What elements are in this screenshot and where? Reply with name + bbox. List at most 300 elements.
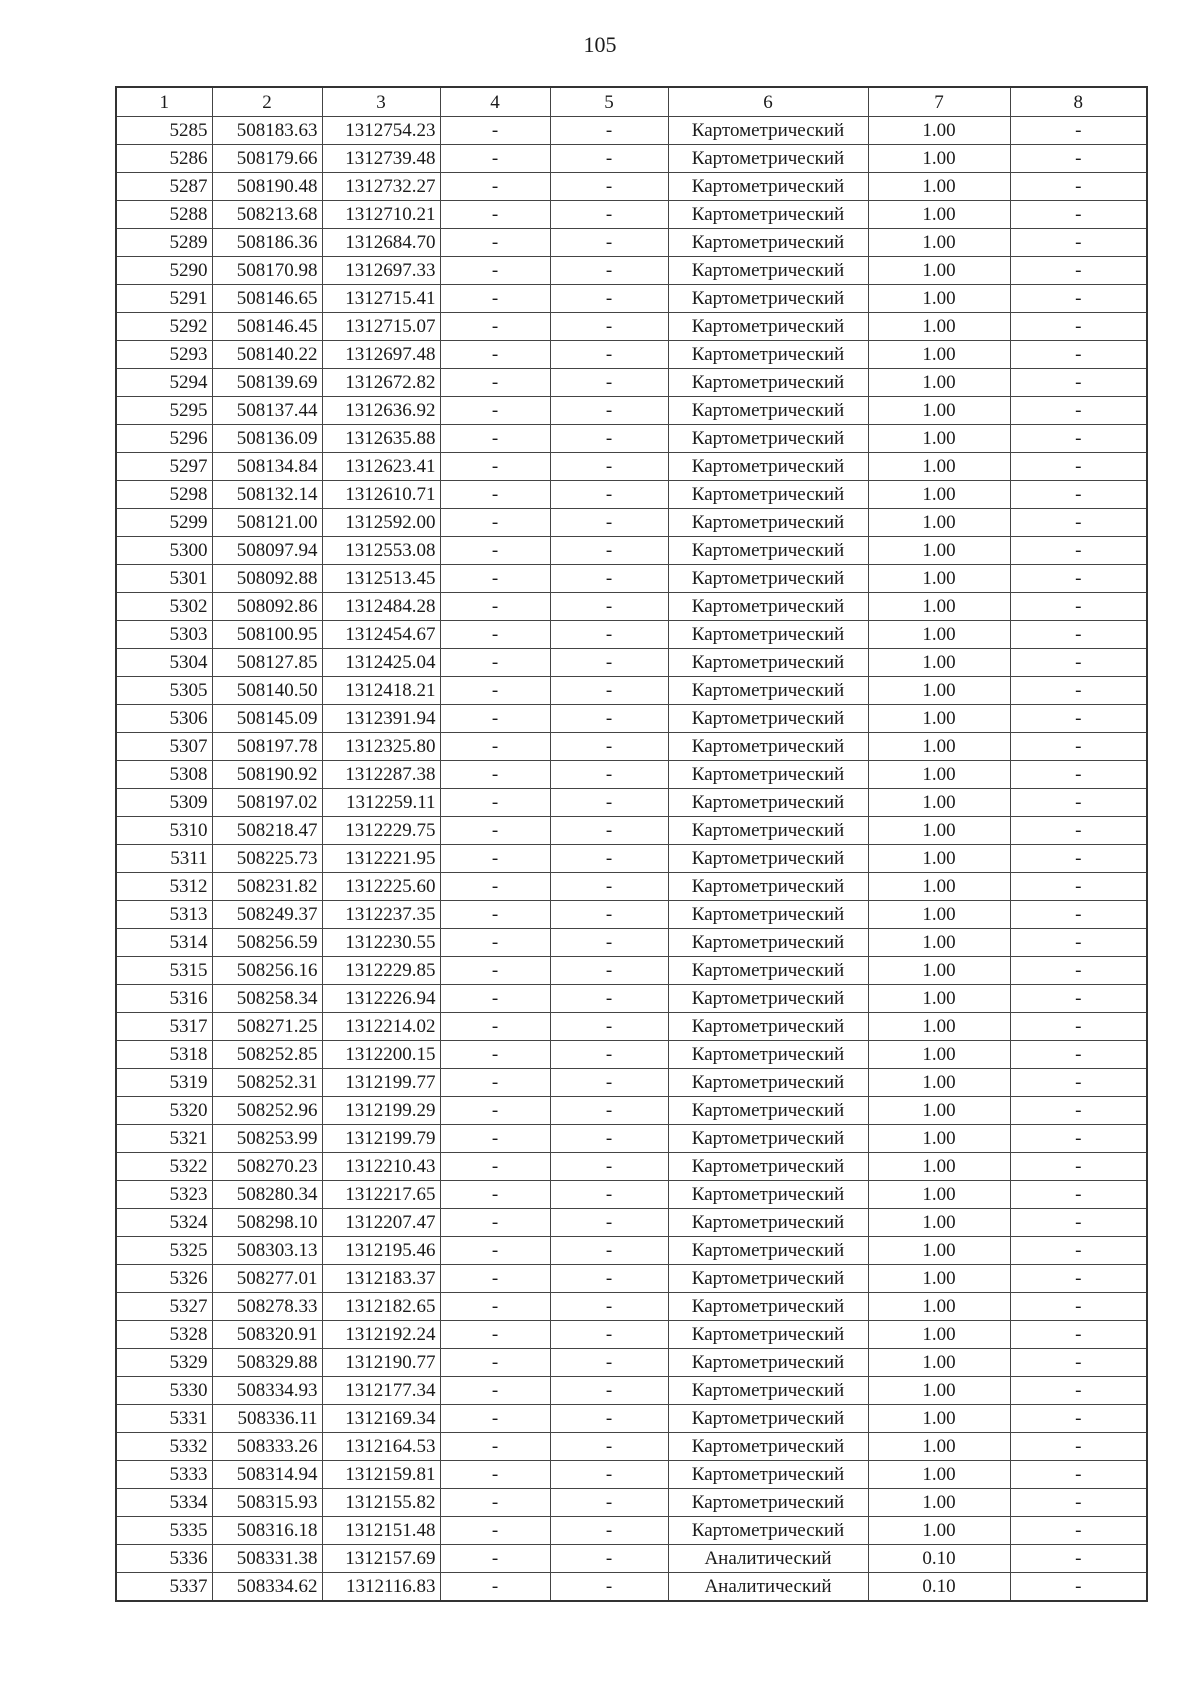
table-cell: -	[550, 1069, 668, 1097]
table-cell: -	[1010, 173, 1147, 201]
table-row	[116, 453, 1147, 481]
table-row	[116, 733, 1147, 761]
table-cell: 5312	[116, 873, 212, 901]
table-cell: 1312200.15	[322, 1041, 440, 1069]
table-cell: -	[1010, 1125, 1147, 1153]
table-cell: Картометрический	[668, 1069, 868, 1097]
table-row	[116, 537, 1147, 565]
table-cell: 1312287.38	[322, 761, 440, 789]
table-cell: 1.00	[868, 313, 1010, 341]
table-cell: Картометрический	[668, 1405, 868, 1433]
table-cell: -	[440, 145, 550, 173]
table-cell: -	[1010, 957, 1147, 985]
table-row	[116, 425, 1147, 453]
table-cell: 1312739.48	[322, 145, 440, 173]
header-cell: 2	[212, 87, 322, 117]
table-row	[116, 817, 1147, 845]
table-cell: Картометрический	[668, 397, 868, 425]
table-row	[116, 397, 1147, 425]
table-cell: 1.00	[868, 1265, 1010, 1293]
table-cell: 1312159.81	[322, 1461, 440, 1489]
table-cell: 1312553.08	[322, 537, 440, 565]
table-cell: -	[1010, 341, 1147, 369]
table-cell: -	[550, 1545, 668, 1573]
table-row	[116, 957, 1147, 985]
table-cell: -	[1010, 817, 1147, 845]
table-cell: -	[550, 201, 668, 229]
table-cell: 5296	[116, 425, 212, 453]
table-cell: -	[1010, 929, 1147, 957]
table-cell: -	[550, 229, 668, 257]
table-cell: 508139.69	[212, 369, 322, 397]
table-row	[116, 1069, 1147, 1097]
table-cell: 1312454.67	[322, 621, 440, 649]
table-cell: Картометрический	[668, 1153, 868, 1181]
table-cell: 508256.59	[212, 929, 322, 957]
header-cell: 1	[116, 87, 212, 117]
table-cell: 5321	[116, 1125, 212, 1153]
table-cell: 1312225.60	[322, 873, 440, 901]
table-cell: 1.00	[868, 1293, 1010, 1321]
table-cell: -	[1010, 313, 1147, 341]
table-cell: -	[1010, 1265, 1147, 1293]
table-cell: 5336	[116, 1545, 212, 1573]
table-cell: -	[550, 1125, 668, 1153]
table-cell: -	[550, 1097, 668, 1125]
table-cell: 0.10	[868, 1545, 1010, 1573]
table-cell: -	[550, 145, 668, 173]
table-cell: Картометрический	[668, 817, 868, 845]
table-cell: -	[440, 397, 550, 425]
table-cell: -	[440, 621, 550, 649]
table-cell: -	[1010, 705, 1147, 733]
table-cell: -	[550, 481, 668, 509]
table-cell: 1.00	[868, 1461, 1010, 1489]
table-cell: Картометрический	[668, 677, 868, 705]
table-cell: 5307	[116, 733, 212, 761]
table-cell: -	[440, 1237, 550, 1265]
page-number: 105	[583, 32, 617, 57]
table-cell: -	[1010, 1573, 1147, 1602]
table-row	[116, 901, 1147, 929]
table-cell: 508134.84	[212, 453, 322, 481]
table-cell: 508137.44	[212, 397, 322, 425]
table-row	[116, 1321, 1147, 1349]
table-cell: Картометрический	[668, 733, 868, 761]
table-cell: 5285	[116, 117, 212, 145]
table-cell: -	[440, 173, 550, 201]
table-cell: 1312151.48	[322, 1517, 440, 1545]
table-cell: Картометрический	[668, 873, 868, 901]
table-cell: Картометрический	[668, 705, 868, 733]
table-cell: 5310	[116, 817, 212, 845]
table-cell: 508121.00	[212, 509, 322, 537]
table-cell: -	[440, 565, 550, 593]
table-cell: -	[1010, 1461, 1147, 1489]
table-cell: Картометрический	[668, 1293, 868, 1321]
table-cell: 508092.86	[212, 593, 322, 621]
table-cell: -	[440, 1573, 550, 1602]
table-cell: 5309	[116, 789, 212, 817]
table-cell: 508278.33	[212, 1293, 322, 1321]
table-row	[116, 1181, 1147, 1209]
table-cell: -	[550, 1321, 668, 1349]
table-cell: Картометрический	[668, 761, 868, 789]
table-cell: 508145.09	[212, 705, 322, 733]
table-cell: 5293	[116, 341, 212, 369]
table-cell: -	[550, 425, 668, 453]
table-cell: -	[440, 1321, 550, 1349]
table-cell: 1.00	[868, 1125, 1010, 1153]
table-cell: -	[550, 1461, 668, 1489]
table-cell: 5300	[116, 537, 212, 565]
table-cell: Картометрический	[668, 1433, 868, 1461]
table-cell: -	[1010, 145, 1147, 173]
table-cell: 5334	[116, 1489, 212, 1517]
table-cell: 1312635.88	[322, 425, 440, 453]
table-cell: -	[1010, 1517, 1147, 1545]
table-cell: 508256.16	[212, 957, 322, 985]
table-cell: -	[440, 845, 550, 873]
table-cell: -	[1010, 621, 1147, 649]
table-row	[116, 1377, 1147, 1405]
table-cell: 508252.31	[212, 1069, 322, 1097]
table-cell: 5316	[116, 985, 212, 1013]
table-cell: -	[440, 817, 550, 845]
table-cell: 1312732.27	[322, 173, 440, 201]
table-cell: 5308	[116, 761, 212, 789]
table-cell: 1312183.37	[322, 1265, 440, 1293]
table-cell: 1312592.00	[322, 509, 440, 537]
table-row	[116, 873, 1147, 901]
table-cell: 508136.09	[212, 425, 322, 453]
table-cell: -	[1010, 733, 1147, 761]
table-cell: 1.00	[868, 453, 1010, 481]
table-cell: -	[440, 1377, 550, 1405]
table-cell: -	[550, 1041, 668, 1069]
table-cell: 1312684.70	[322, 229, 440, 257]
table-cell: -	[440, 677, 550, 705]
table-cell: 5329	[116, 1349, 212, 1377]
table-cell: 1.00	[868, 1181, 1010, 1209]
table-cell: -	[1010, 873, 1147, 901]
table-cell: 1312259.11	[322, 789, 440, 817]
header-cell: 5	[550, 87, 668, 117]
table-row	[116, 593, 1147, 621]
table-cell: Аналитический	[668, 1573, 868, 1602]
table-cell: -	[550, 733, 668, 761]
table-cell: 508100.95	[212, 621, 322, 649]
table-row	[116, 341, 1147, 369]
table-cell: 1312710.21	[322, 201, 440, 229]
table-cell: -	[440, 257, 550, 285]
table-cell: 1.00	[868, 341, 1010, 369]
table-cell: 1.00	[868, 705, 1010, 733]
table-cell: -	[440, 537, 550, 565]
table-cell: Картометрический	[668, 1041, 868, 1069]
table-cell: 508303.13	[212, 1237, 322, 1265]
table-row	[116, 1041, 1147, 1069]
table-cell: 508213.68	[212, 201, 322, 229]
table-cell: 1.00	[868, 481, 1010, 509]
table-row	[116, 789, 1147, 817]
table-cell: -	[1010, 425, 1147, 453]
table-row	[116, 1405, 1147, 1433]
table-cell: -	[1010, 593, 1147, 621]
table-row	[116, 1573, 1147, 1602]
table-cell: 1312715.41	[322, 285, 440, 313]
table-cell: 5337	[116, 1573, 212, 1602]
table-cell: 1.00	[868, 117, 1010, 145]
table-cell: -	[550, 929, 668, 957]
table-cell: 1312157.69	[322, 1545, 440, 1573]
table-cell: 1312207.47	[322, 1209, 440, 1237]
table-cell: 508315.93	[212, 1489, 322, 1517]
coordinates-table	[115, 86, 1148, 1602]
table-cell: -	[550, 621, 668, 649]
table-row	[116, 1349, 1147, 1377]
table-cell: -	[1010, 1293, 1147, 1321]
table-cell: 5330	[116, 1377, 212, 1405]
table-cell: 508298.10	[212, 1209, 322, 1237]
header-cell: 7	[868, 87, 1010, 117]
table-cell: 5323	[116, 1181, 212, 1209]
table-cell: Картометрический	[668, 929, 868, 957]
table-cell: -	[440, 789, 550, 817]
table-cell: 508280.34	[212, 1181, 322, 1209]
table-cell: 5287	[116, 173, 212, 201]
header-cell: 3	[322, 87, 440, 117]
table-cell: 1.00	[868, 901, 1010, 929]
table-cell: 1312221.95	[322, 845, 440, 873]
table-cell: -	[440, 873, 550, 901]
table-cell: -	[440, 1209, 550, 1237]
table-cell: 508097.94	[212, 537, 322, 565]
table-cell: 1312715.07	[322, 313, 440, 341]
table-cell: 5313	[116, 901, 212, 929]
table-cell: 1312229.75	[322, 817, 440, 845]
table-cell: Картометрический	[668, 1265, 868, 1293]
table-cell: -	[1010, 369, 1147, 397]
table-cell: -	[440, 229, 550, 257]
table-cell: -	[1010, 1097, 1147, 1125]
table-row	[116, 1237, 1147, 1265]
table-cell: 5315	[116, 957, 212, 985]
table-cell: 1.00	[868, 985, 1010, 1013]
table-cell: -	[440, 901, 550, 929]
table-cell: Картометрический	[668, 565, 868, 593]
table-cell: 5297	[116, 453, 212, 481]
table-cell: Картометрический	[668, 1013, 868, 1041]
table-cell: Картометрический	[668, 369, 868, 397]
table-row	[116, 1265, 1147, 1293]
table-cell: -	[440, 341, 550, 369]
table-cell: Картометрический	[668, 1517, 868, 1545]
table-cell: -	[1010, 649, 1147, 677]
table-cell: 1312418.21	[322, 677, 440, 705]
table-cell: 5286	[116, 145, 212, 173]
table-cell: 508186.36	[212, 229, 322, 257]
table-cell: 1312199.77	[322, 1069, 440, 1097]
table-cell: 5290	[116, 257, 212, 285]
table-cell: -	[550, 873, 668, 901]
table-cell: 508249.37	[212, 901, 322, 929]
table-cell: -	[550, 817, 668, 845]
table-cell: -	[440, 957, 550, 985]
table-cell: 1.00	[868, 1377, 1010, 1405]
table-cell: -	[550, 173, 668, 201]
table-row	[116, 1097, 1147, 1125]
table-cell: -	[550, 761, 668, 789]
table-cell: -	[440, 313, 550, 341]
table-cell: Картометрический	[668, 649, 868, 677]
table-cell: -	[1010, 1433, 1147, 1461]
table-cell: 1312177.34	[322, 1377, 440, 1405]
table-row	[116, 481, 1147, 509]
table-cell: -	[550, 1573, 668, 1602]
table-cell: -	[550, 957, 668, 985]
table-cell: -	[440, 593, 550, 621]
table-cell: 0.10	[868, 1573, 1010, 1602]
table-cell: -	[440, 1293, 550, 1321]
table-cell: 1312182.65	[322, 1293, 440, 1321]
table-cell: -	[440, 1489, 550, 1517]
table-cell: -	[550, 397, 668, 425]
table-cell: 5299	[116, 509, 212, 537]
table-cell: 1312192.24	[322, 1321, 440, 1349]
table-cell: -	[440, 929, 550, 957]
table-cell: 508336.11	[212, 1405, 322, 1433]
table-row	[116, 1013, 1147, 1041]
table-cell: -	[1010, 845, 1147, 873]
table-cell: 508316.18	[212, 1517, 322, 1545]
table-cell: 1.00	[868, 817, 1010, 845]
table-cell: 508146.65	[212, 285, 322, 313]
table-cell: 1.00	[868, 1517, 1010, 1545]
table-cell: 1.00	[868, 173, 1010, 201]
table-cell: 1.00	[868, 677, 1010, 705]
table-cell: -	[440, 733, 550, 761]
table-cell: 5325	[116, 1237, 212, 1265]
table-row	[116, 677, 1147, 705]
table-cell: Картометрический	[668, 425, 868, 453]
table-cell: -	[550, 1209, 668, 1237]
table-cell: 5291	[116, 285, 212, 313]
table-row	[116, 257, 1147, 285]
table-cell: -	[1010, 257, 1147, 285]
table-cell: 1.00	[868, 1209, 1010, 1237]
table-cell: -	[550, 369, 668, 397]
table-cell: Картометрический	[668, 985, 868, 1013]
table-cell: -	[1010, 761, 1147, 789]
table-cell: -	[550, 985, 668, 1013]
table-cell: 1.00	[868, 565, 1010, 593]
table-cell: -	[1010, 1153, 1147, 1181]
table-cell: -	[550, 705, 668, 733]
table-cell: 1312169.34	[322, 1405, 440, 1433]
table-row	[116, 565, 1147, 593]
table-cell: 1.00	[868, 1237, 1010, 1265]
table-cell: -	[550, 1433, 668, 1461]
table-cell: -	[1010, 481, 1147, 509]
table-cell: -	[550, 1237, 668, 1265]
table-row	[116, 201, 1147, 229]
table-cell: 1312391.94	[322, 705, 440, 733]
table-cell: Картометрический	[668, 1181, 868, 1209]
table-cell: Картометрический	[668, 285, 868, 313]
table-cell: -	[1010, 397, 1147, 425]
table-cell: 1.00	[868, 621, 1010, 649]
table-cell: 5319	[116, 1069, 212, 1097]
table-cell: Картометрический	[668, 229, 868, 257]
table-row	[116, 705, 1147, 733]
table-cell: Картометрический	[668, 145, 868, 173]
table-cell: -	[550, 1013, 668, 1041]
table-cell: -	[440, 1545, 550, 1573]
table-row	[116, 845, 1147, 873]
table-row	[116, 313, 1147, 341]
table-cell: -	[550, 537, 668, 565]
table-cell: 1.00	[868, 509, 1010, 537]
table-cell: 1.00	[868, 537, 1010, 565]
table-cell: 5327	[116, 1293, 212, 1321]
table-cell: -	[550, 789, 668, 817]
table-cell: -	[1010, 985, 1147, 1013]
table-cell: -	[550, 1405, 668, 1433]
table-cell: 1312190.77	[322, 1349, 440, 1377]
table-cell: 5301	[116, 565, 212, 593]
table-cell: 1312697.48	[322, 341, 440, 369]
table-cell: 508334.93	[212, 1377, 322, 1405]
table-cell: -	[550, 257, 668, 285]
table-cell: 1312164.53	[322, 1433, 440, 1461]
table-cell: 5318	[116, 1041, 212, 1069]
table-row	[116, 285, 1147, 313]
table-row	[116, 145, 1147, 173]
table-cell: -	[1010, 789, 1147, 817]
table-cell: 1.00	[868, 285, 1010, 313]
table-cell: 1.00	[868, 1069, 1010, 1097]
table-cell: 5303	[116, 621, 212, 649]
table-cell: -	[1010, 1377, 1147, 1405]
table-cell: 1312325.80	[322, 733, 440, 761]
table-cell: 1.00	[868, 201, 1010, 229]
table-cell: 1.00	[868, 1041, 1010, 1069]
header-cell: 8	[1010, 87, 1147, 117]
table-cell: 508190.92	[212, 761, 322, 789]
table-cell: -	[440, 761, 550, 789]
table-cell: -	[440, 1153, 550, 1181]
table-cell: Картометрический	[668, 1209, 868, 1237]
table-cell: 1312513.45	[322, 565, 440, 593]
table-row	[116, 1517, 1147, 1545]
table-cell: -	[440, 481, 550, 509]
table-cell: 508333.26	[212, 1433, 322, 1461]
table-cell: -	[1010, 537, 1147, 565]
table-cell: -	[550, 1265, 668, 1293]
table-cell: 1312116.83	[322, 1573, 440, 1602]
table-cell: 508258.34	[212, 985, 322, 1013]
table-cell: -	[550, 565, 668, 593]
table-cell: -	[440, 985, 550, 1013]
table-cell: 1.00	[868, 789, 1010, 817]
table-cell: 1.00	[868, 1405, 1010, 1433]
table-cell: -	[550, 1181, 668, 1209]
table-cell: -	[1010, 1321, 1147, 1349]
table-cell: -	[1010, 1489, 1147, 1517]
table-cell: -	[550, 845, 668, 873]
table-cell: 1.00	[868, 1153, 1010, 1181]
